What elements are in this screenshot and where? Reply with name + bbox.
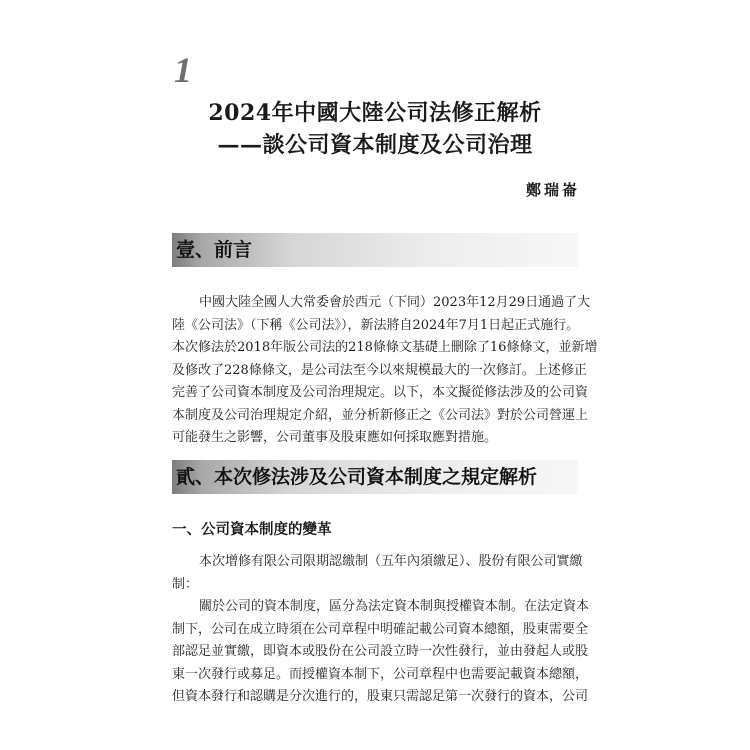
- section-2-paragraph-2: [172, 596, 590, 709]
- text-line: 但資本發行和認購是分次進行的，股東只需認足第一次發行的資本，公司: [172, 689, 589, 704]
- section-1-heading: 壹、前言: [176, 239, 253, 261]
- text-line: 制：: [172, 576, 199, 592]
- text-line: 可能發生之影響，公司董事及股東應如何採取應對措施。: [172, 430, 498, 445]
- section-1-paragraph-1: [172, 292, 598, 450]
- text-line: 本次增修有限公司限期認繳制（五年內須繳足）、股份有限公司實繳: [199, 554, 583, 569]
- title-line-1: 2024年中國大陸公司法修正解析: [208, 100, 542, 126]
- text-line: 及修改了228條條文，是公司法至今以來規模最大的一次修訂。上述修正: [172, 362, 587, 378]
- chapter-number: 1: [174, 50, 192, 90]
- section-2-heading-bar: [172, 460, 578, 494]
- author-name: 鄭瑞崙: [525, 181, 580, 199]
- title-line-2: ——談公司資本制度及公司治理: [217, 132, 533, 158]
- section-1-heading-bar: [172, 233, 578, 267]
- text-line: 部認足並實繳，即資本或股份在公司設立時一次性發行，並由發起人或股: [172, 644, 589, 659]
- text-line: 完善了公司資本制度及公司治理規定。以下，本文擬從修法涉及的公司資: [172, 385, 589, 400]
- text-line: 東一次發行或募足。而授權資本制下，公司章程中也需要記載資本總額，: [172, 666, 589, 682]
- text-line: 關於公司的資本制度，區分為法定資本制與授權資本制。在法定資本: [199, 599, 590, 614]
- text-line: 本制度及公司治理規定介紹，並分析新修正之《公司法》對於公司營運上: [172, 407, 589, 423]
- section-2-heading: 貳、本次修法涉及公司資本制度之規定解析: [176, 466, 538, 488]
- text-line: 本次修法於2018年版公司法的218條條文基礎上刪除了16條條文，並新增: [172, 340, 598, 355]
- text-line: 陸《公司法》（下稱《公司法》），新法將自2024年7月1日起正式施行。: [172, 317, 580, 333]
- section-2-paragraph-1: [172, 551, 583, 596]
- text-line: 中國大陸全國人大常委會於西元（下同）2023年12月29日通過了大: [199, 295, 591, 310]
- subsection-heading: 一、公司資本制度的變革: [172, 521, 332, 538]
- text-line: 制下，公司在成立時須在公司章程中明確記載公司資本總額，股東需要全: [172, 621, 589, 637]
